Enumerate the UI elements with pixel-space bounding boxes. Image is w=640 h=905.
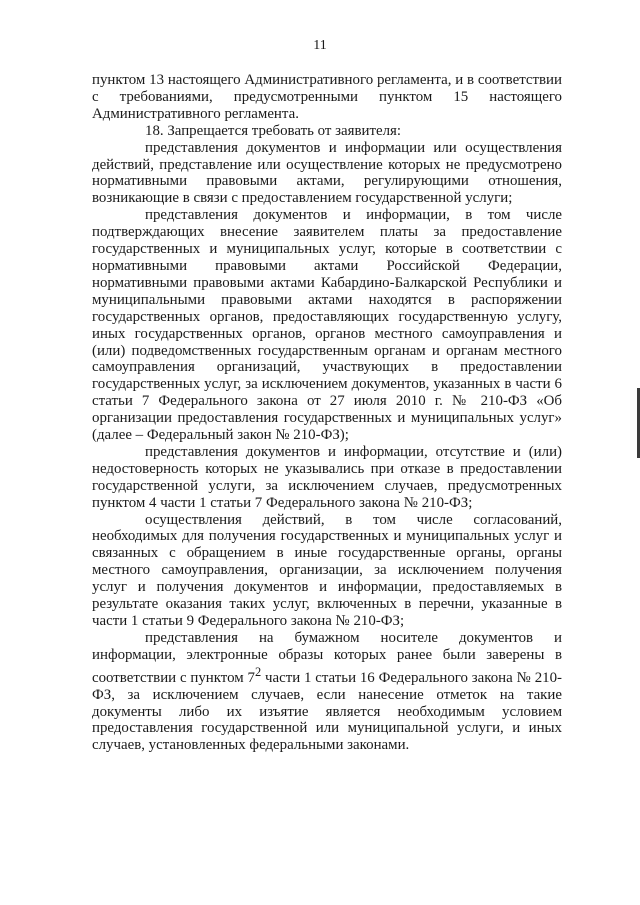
paragraph-item-5-text-end: части 1 статьи 16 Федерального закона № 210-ФЗ, за исключением случаев, если нанесение отметок на такие документы либо их изъятие является необходимым условием предоставления государственной или муниципальной услуги, и иных случаев, установленных федеральными законами. [92,669,562,754]
paragraph-item-4: осуществления действий, в том числе согласований, необходимых для получения государственных и муниципальных услуг и связанных с обращением в иные государственные органы, органы местного самоуправления, организации, за исключением получения услуг и получения документов и информации, предоставляемых в результате оказания таких услуг, включенных в перечни, указанные в части 1 статьи 9 Федерального закона № 210-ФЗ; [92,511,562,629]
paragraph-clause-18: 18. Запрещается требовать от заявителя: [145,122,401,139]
page-number: 11 [313,38,327,53]
paragraph-item-3: представления документов и информации, отсутствие и (или) недостоверность которых не указывались при отказе в предоставлении государственной услуги, за исключением случаев, предусмотренных пунктом 4 части 1 статьи 7 Федерального закона № 210-ФЗ; [92,443,562,511]
document-body [92,72,562,754]
superscript-marker: 2 [254,664,262,679]
paragraph-item-5 [92,630,562,754]
paragraph-item-5-text-start: представления на бумажном носителе документов и информации, электронные образы которых ранее были заверены в соответствии с пунктом 7 [92,629,562,686]
paragraph-item-1: представления документов и информации или осуществления действий, представление или осуществление которых не предусмотрено нормативными правовыми актами, регулирующими отношения, возникающие в связи с предоставлением государственной услуги; [92,139,562,207]
paragraph-continuation: пунктом 13 настоящего Административного регламента, и в соответствии с требованиями, предусмотренными пунктом 15 настоящего Административного регламента. [92,72,562,122]
paragraph-item-2: представления документов и информации, в том числе подтверждающих внесение заявителем платы за предоставление государственных и муниципальных услуг, которые в соответствии с нормативными правовыми актами Российской Федерации, нормативными правовыми актами Кабардино-Балкарской Республики и муниципальными правовыми актами находятся в распоряжении государственных органов, предоставляющих государственную услугу, иных государственных органов, органов местного самоуправления и (или) подведомственных государственным органам и органам местного самоуправления организаций, участвующих в предоставлении государственных услуг, за исключением документов, указанных в части 6 статьи 7 Федерального закона от 27 июля 2010 г. № 210-ФЗ «Об организации предоставления государственных и муниципальных услуг» (далее – Федеральный закон № 210-ФЗ); [92,207,562,444]
